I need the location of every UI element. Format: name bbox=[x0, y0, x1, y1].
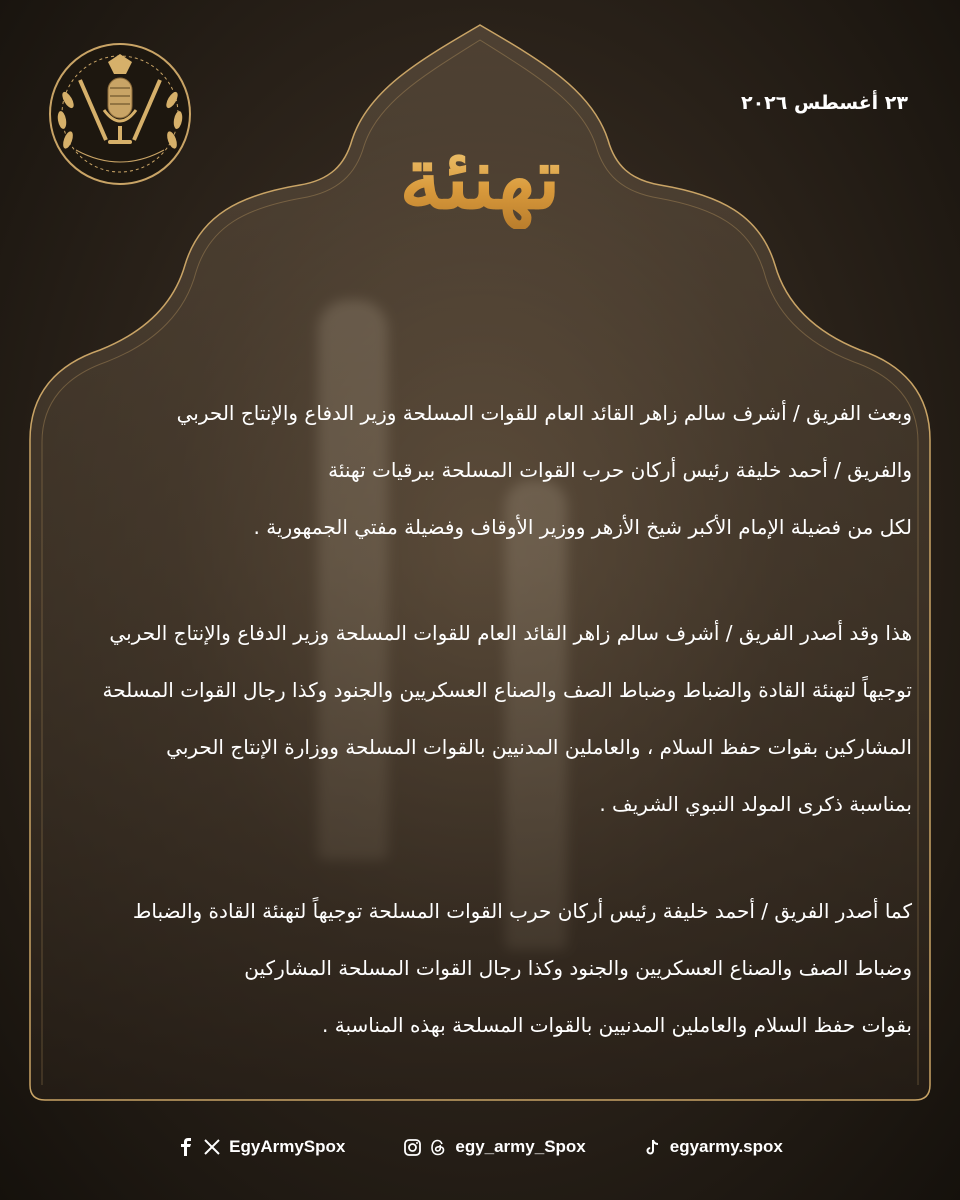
instagram-icon bbox=[403, 1138, 421, 1156]
facebook-icon bbox=[177, 1138, 195, 1156]
tiktok-handle: egyarmy.spox bbox=[669, 1137, 783, 1156]
facebook-x-link[interactable] bbox=[177, 1137, 345, 1157]
instagram-threads-link[interactable] bbox=[403, 1137, 585, 1157]
paragraph-3 bbox=[36, 883, 912, 1054]
paragraph-line: توجيهاً لتهنئة القادة والضباط وضباط الصف والصناع العسكريين والجنود وكذا رجال القوات المسلحة bbox=[102, 678, 912, 702]
paragraph-2 bbox=[36, 605, 912, 833]
page-title: تهنئة bbox=[0, 128, 960, 229]
facebook-x-handle: EgyArmySpox bbox=[229, 1137, 346, 1156]
paragraph-line: بمناسبة ذكرى المولد النبوي الشريف . bbox=[599, 792, 912, 816]
tiktok-icon bbox=[644, 1138, 662, 1156]
threads-icon bbox=[429, 1138, 447, 1156]
paragraph-line: وبعث الفريق / أشرف سالم زاهر القائد العام للقوات المسلحة وزير الدفاع والإنتاج الحربي bbox=[176, 401, 912, 425]
paragraph-line: المشاركين بقوات حفظ السلام ، والعاملين المدنيين بالقوات المسلحة ووزارة الإنتاج الحربي bbox=[166, 735, 912, 759]
paragraph-line: بقوات حفظ السلام والعاملين المدنيين بالقوات المسلحة بهذه المناسبة . bbox=[322, 1013, 912, 1037]
paragraph-line: هذا وقد أصدر الفريق / أشرف سالم زاهر القائد العام للقوات المسلحة وزير الدفاع والإنتاج الحربي bbox=[109, 621, 912, 645]
social-footer bbox=[0, 1130, 960, 1164]
paragraph-line: كما أصدر الفريق / أحمد خليفة رئيس أركان حرب القوات المسلحة توجيهاً لتهنئة القادة والضباط bbox=[132, 899, 912, 923]
paragraph-line: لكل من فضيلة الإمام الأكبر شيخ الأزهر ووزير الأوقاف وفضيلة مفتي الجمهورية . bbox=[253, 515, 912, 539]
date-label: ٢٣ أغسطس ٢٠٢٦ bbox=[740, 92, 908, 114]
tiktok-link[interactable] bbox=[644, 1137, 783, 1157]
paragraph-1 bbox=[36, 385, 912, 556]
instagram-threads-handle: egy_army_Spox bbox=[455, 1137, 586, 1156]
paragraph-line: وضباط الصف والصناع العسكريين والجنود وكذا رجال القوات المسلحة المشاركين bbox=[244, 956, 912, 980]
paragraph-line: والفريق / أحمد خليفة رئيس أركان حرب القوات المسلحة ببرقيات تهنئة bbox=[328, 458, 912, 482]
x-icon bbox=[203, 1138, 221, 1156]
